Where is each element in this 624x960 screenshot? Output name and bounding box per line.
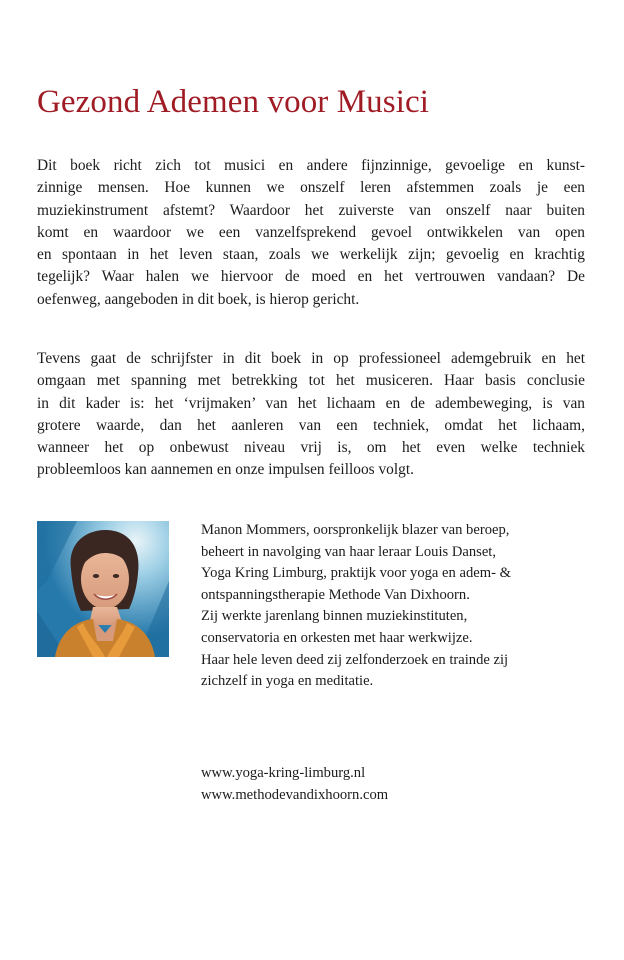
paragraph-line: Dit boek richt zich tot musici en andere fijnzinnige, gevoelige en kunst- xyxy=(37,157,585,174)
paragraph-line: omgaan met spanning met betrekking tot het musiceren. Haar basis conclusie xyxy=(37,372,585,390)
bio-line: Haar hele leven deed zij zelfonderzoek en trainde zij xyxy=(201,651,509,668)
bio-line: beheert in navolging van haar leraar Louis Danset, xyxy=(201,543,497,560)
description-paragraph-2 xyxy=(37,348,585,482)
bio-line: Zij werkte jarenlang binnen muziekinstituten, xyxy=(201,608,468,625)
paragraph-line: en spontaan in het leven staan, zoals we werkelijk zijn; gevoelig en krachtig xyxy=(37,246,585,264)
page-title: Gezond Ademen voor Musici xyxy=(37,84,430,120)
paragraph-line: Tevens gaat de schrijfster in dit boek in op professioneel ademgebruik en het xyxy=(37,350,585,367)
author-photo xyxy=(37,521,169,657)
paragraph-line: oefenweg, aangeboden in dit boek, is hierop gericht. xyxy=(37,290,360,308)
paragraph-line: wanneer het op onbewust niveau vrij is, om het even welke techniek xyxy=(37,439,585,457)
description-paragraph-1 xyxy=(37,155,585,311)
website-links xyxy=(201,762,388,806)
bio-line: ontspanningstherapie Methode Van Dixhoorn. xyxy=(201,586,470,603)
paragraph-line: probleemloos kan aannemen en onze impulsen feilloos volgt. xyxy=(37,461,414,479)
bio-line: Manon Mommers, oorspronkelijk blazer van beroep, xyxy=(201,522,510,538)
paragraph-line: in dit kader is: het ‘vrijmaken’ van het lichaam en de adembeweging, is van xyxy=(37,394,585,412)
link-methode-van-dixhoorn[interactable]: www.methodevandixhoorn.com xyxy=(201,787,389,803)
paragraph-line: tegelijk? Waar halen we hiervoor de moed en het vertrouwen vandaan? De xyxy=(37,268,585,286)
paragraph-line: grotere waarde, dan het aanleren van een techniek, omdat het lichaam, xyxy=(37,416,585,434)
bio-line: Yoga Kring Limburg, praktijk voor yoga en adem- & xyxy=(201,565,511,582)
paragraph-line: komt en waardoor we een vanzelfsprekend gevoel ontwikkelen van open xyxy=(37,223,585,241)
bio-line: zichzelf in yoga en meditatie. xyxy=(201,673,374,690)
author-bio xyxy=(201,520,511,693)
paragraph-line: muziekinstrument afstemt? Waardoor het zuiverste van onszelf naar buiten xyxy=(37,201,585,219)
author-portrait-image xyxy=(37,521,169,657)
paragraph-line: zinnige mensen. Hoe kunnen we onszelf leren afstemmen zoals je een xyxy=(37,179,585,197)
bio-line: conservatoria en orkesten met haar werkwijze. xyxy=(201,629,473,646)
link-yoga-kring-limburg[interactable]: www.yoga-kring-limburg.nl xyxy=(201,765,366,781)
